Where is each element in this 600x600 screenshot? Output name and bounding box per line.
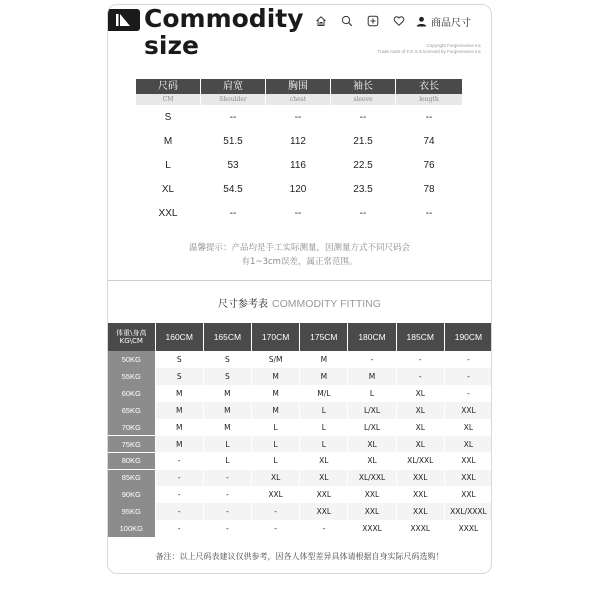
fitting-title-cn: 尺寸参考表 <box>218 299 269 310</box>
copyright-text <box>377 43 481 55</box>
fit-size-cell: M <box>204 385 251 402</box>
corner-line-1: 体重\身高 <box>116 329 147 337</box>
measurement-cell: 74 <box>423 135 435 147</box>
size-table-header-cell: 肩宽 <box>201 79 265 94</box>
fit-size-cell: - <box>156 486 203 503</box>
measurement-cell: 54.5 <box>223 183 243 195</box>
measurement-cell: 116 <box>290 159 306 171</box>
size-label-cell: L <box>165 159 171 171</box>
fit-size-cell: XL <box>445 419 492 436</box>
weight-cell: 65KG <box>108 402 155 419</box>
fit-size-cell: XL <box>300 470 347 487</box>
fit-size-cell: XL <box>445 436 492 453</box>
measurement-cell: -- <box>425 207 433 219</box>
fit-size-cell: - <box>156 503 203 520</box>
fit-size-cell: XXL/XXXL <box>445 503 492 520</box>
fit-size-cell: S <box>156 351 203 368</box>
fit-size-cell: L <box>348 385 395 402</box>
fit-size-cell: M <box>348 368 395 385</box>
page-title <box>144 5 304 59</box>
fit-size-cell: S/M <box>252 351 299 368</box>
fitting-row <box>108 385 492 402</box>
weight-cell: 85KG <box>108 470 155 487</box>
fit-size-cell: XXL <box>348 503 395 520</box>
fit-size-cell: - <box>204 486 251 503</box>
size-table-header-cell: 尺码 <box>136 79 200 94</box>
fit-size-cell: - <box>252 503 299 520</box>
fit-size-cell: - <box>252 520 299 537</box>
fitting-row <box>108 351 492 368</box>
fit-size-cell: XL/XXL <box>397 453 444 470</box>
measurement-cell: -- <box>359 207 367 219</box>
fit-size-cell: - <box>204 503 251 520</box>
fit-size-cell: - <box>156 470 203 487</box>
size-table-row <box>136 129 462 153</box>
size-table-unit-cell: chest <box>266 94 330 105</box>
measurement-cell: -- <box>294 207 302 219</box>
fit-size-cell: L <box>204 453 251 470</box>
copyright-line-1: Copyright Forgivenesss Inc <box>426 43 481 48</box>
fit-size-cell: XXXL <box>397 520 444 537</box>
weight-cell: 50KG <box>108 351 155 368</box>
size-label-cell: S <box>164 111 172 123</box>
fitting-corner-cell <box>108 323 155 351</box>
fit-size-cell: M <box>204 419 251 436</box>
heart-icon[interactable] <box>386 11 412 31</box>
height-header-cell: 180CM <box>348 323 395 351</box>
size-label-cell: XL <box>161 183 175 195</box>
fit-size-cell: XL/XXL <box>348 470 395 487</box>
fitting-row <box>108 402 492 419</box>
fitting-row <box>108 419 492 436</box>
fit-size-cell: XXXL <box>445 520 492 537</box>
fit-size-cell: XXL <box>445 453 492 470</box>
size-table <box>136 79 462 225</box>
fit-size-cell: L <box>300 436 347 453</box>
measurement-cell: -- <box>294 111 302 123</box>
brand-logo <box>107 9 140 31</box>
size-table-header-row <box>136 79 462 94</box>
fit-size-cell: XL <box>348 453 395 470</box>
weight-cell: 55KG <box>108 368 155 385</box>
fit-size-cell: M <box>156 436 203 453</box>
fit-size-cell: L <box>252 419 299 436</box>
fit-size-cell: M <box>252 402 299 419</box>
height-header-cell: 170CM <box>252 323 299 351</box>
fit-size-cell: XXL <box>300 486 347 503</box>
measurement-cell: 51.5 <box>223 135 243 147</box>
fitting-row <box>108 368 492 385</box>
fit-size-cell: M <box>156 419 203 436</box>
fit-size-cell: XL <box>300 453 347 470</box>
footnote: 备注：以上尺码表建议仅供参考，因各人体型差异具体请根据自身实际尺码选购！ <box>155 552 444 561</box>
copyright-line-2: Trade mark of F.G.S.S licensed by Forgivenesss Inc <box>377 49 481 54</box>
fit-size-cell: M <box>156 385 203 402</box>
size-table-header-cell: 衣长 <box>396 79 462 94</box>
fit-size-cell: XXL <box>397 470 444 487</box>
fit-size-cell: - <box>300 520 347 537</box>
fit-size-cell: - <box>204 520 251 537</box>
title-line-2: size <box>144 31 199 60</box>
fit-size-cell: - <box>156 520 203 537</box>
weight-cell: 95KG <box>108 503 155 520</box>
fitting-table <box>108 323 492 537</box>
fit-size-cell: S <box>204 351 251 368</box>
measurement-cell: 23.5 <box>353 183 373 195</box>
measurement-cell: 76 <box>423 159 435 171</box>
height-header-cell: 175CM <box>300 323 347 351</box>
size-table-row <box>136 201 462 225</box>
fit-size-cell: - <box>156 453 203 470</box>
title-line-1: Commodity <box>144 4 304 33</box>
fit-size-cell: M <box>252 368 299 385</box>
corner-line-2: KG\CM <box>119 337 143 345</box>
size-table-header-cell: 胸围 <box>266 79 330 94</box>
fit-size-cell: L <box>252 436 299 453</box>
size-table-unit-cell: sleeve <box>331 94 395 105</box>
fit-size-cell: L/XL <box>348 402 395 419</box>
measurement-cell: -- <box>359 111 367 123</box>
weight-cell: 80KG <box>108 453 155 470</box>
weight-cell: 70KG <box>108 419 155 436</box>
fitting-row <box>108 436 492 453</box>
fit-size-cell: L/XL <box>348 419 395 436</box>
fit-size-cell: M <box>156 402 203 419</box>
size-label-cell: XXL <box>158 207 178 219</box>
fit-size-cell: S <box>156 368 203 385</box>
fit-size-cell: XXL <box>397 503 444 520</box>
size-chart-card <box>107 4 492 574</box>
weight-cell: 60KG <box>108 385 155 402</box>
measurement-cell: 53 <box>227 159 239 171</box>
measurement-cell: 120 <box>289 183 307 195</box>
fit-size-cell: M <box>300 351 347 368</box>
size-table-unit-cell: Shoulder <box>201 94 265 105</box>
fitting-header-row <box>108 323 492 351</box>
height-header-cell: 160CM <box>156 323 203 351</box>
fit-size-cell: M <box>300 368 347 385</box>
fit-size-cell: M/L <box>300 385 347 402</box>
fit-size-cell: XXL <box>252 486 299 503</box>
fit-size-cell: XXL <box>397 486 444 503</box>
measurement-cell: -- <box>425 111 433 123</box>
measurement-cell: 112 <box>290 135 306 147</box>
fitting-row <box>108 486 492 503</box>
account-button[interactable] <box>416 14 471 29</box>
section-divider <box>108 280 491 281</box>
fit-size-cell: XL <box>397 402 444 419</box>
measurement-cell: 22.5 <box>353 159 373 171</box>
user-icon <box>416 16 427 27</box>
top-nav <box>308 11 471 31</box>
fit-size-cell: XL <box>252 470 299 487</box>
fit-size-cell: M <box>252 385 299 402</box>
plus-square-icon[interactable] <box>360 11 386 31</box>
fit-size-cell: - <box>445 385 492 402</box>
fit-size-cell: XL <box>348 436 395 453</box>
fit-size-cell: XXL <box>445 470 492 487</box>
height-header-cell: 190CM <box>445 323 492 351</box>
size-table-row <box>136 153 462 177</box>
size-table-row <box>136 177 462 201</box>
weight-cell: 75KG <box>108 436 155 453</box>
fit-size-cell: L <box>252 453 299 470</box>
fit-size-cell: L <box>300 419 347 436</box>
fit-size-cell: - <box>204 470 251 487</box>
size-label-cell: M <box>163 135 173 147</box>
weight-cell: 90KG <box>108 486 155 503</box>
size-table-unit-cell: CM <box>136 94 200 105</box>
weight-cell: 100KG <box>108 520 155 537</box>
search-icon[interactable] <box>334 11 360 31</box>
fit-size-cell: XL <box>397 385 444 402</box>
fit-size-cell: M <box>204 402 251 419</box>
fit-size-cell: XXXL <box>348 520 395 537</box>
fit-size-cell: - <box>348 351 395 368</box>
measurement-note-line-1: 温馨提示：产品均是手工实际测量，因测量方式不同尺码会 <box>188 243 410 253</box>
measurement-cell: -- <box>229 207 237 219</box>
fit-size-cell: XXL <box>445 402 492 419</box>
fitting-row <box>108 503 492 520</box>
size-table-unit-cell: length <box>396 94 462 105</box>
fitting-title <box>108 295 491 310</box>
fit-size-cell: XXL <box>348 486 395 503</box>
fit-size-cell: XL <box>397 436 444 453</box>
fitting-row <box>108 470 492 487</box>
measurement-note-line-2: 有1~3cm误差，属正常范围。 <box>241 257 358 267</box>
size-table-row <box>136 105 462 129</box>
measurement-note <box>108 241 491 269</box>
fit-size-cell: - <box>445 368 492 385</box>
fit-size-cell: - <box>397 351 444 368</box>
home-icon[interactable] <box>308 11 334 31</box>
fit-size-cell: L <box>300 402 347 419</box>
fitting-row <box>108 453 492 470</box>
measurement-cell: 78 <box>423 183 435 195</box>
fit-size-cell: L <box>204 436 251 453</box>
height-header-cell: 165CM <box>204 323 251 351</box>
fit-size-cell: XXL <box>300 503 347 520</box>
fit-size-cell: XL <box>397 419 444 436</box>
header <box>108 5 491 75</box>
fit-size-cell: - <box>397 368 444 385</box>
fit-size-cell: S <box>204 368 251 385</box>
account-label: 商品尺寸 <box>431 17 471 29</box>
size-table-unit-row <box>136 94 462 105</box>
fit-size-cell: XXL <box>445 486 492 503</box>
size-table-header-cell: 袖长 <box>331 79 395 94</box>
measurement-cell: -- <box>229 111 237 123</box>
height-header-cell: 185CM <box>397 323 444 351</box>
measurement-cell: 21.5 <box>353 135 373 147</box>
fitting-title-en: COMMODITY FITTING <box>272 298 381 310</box>
fit-size-cell: - <box>445 351 492 368</box>
fitting-row <box>108 520 492 537</box>
